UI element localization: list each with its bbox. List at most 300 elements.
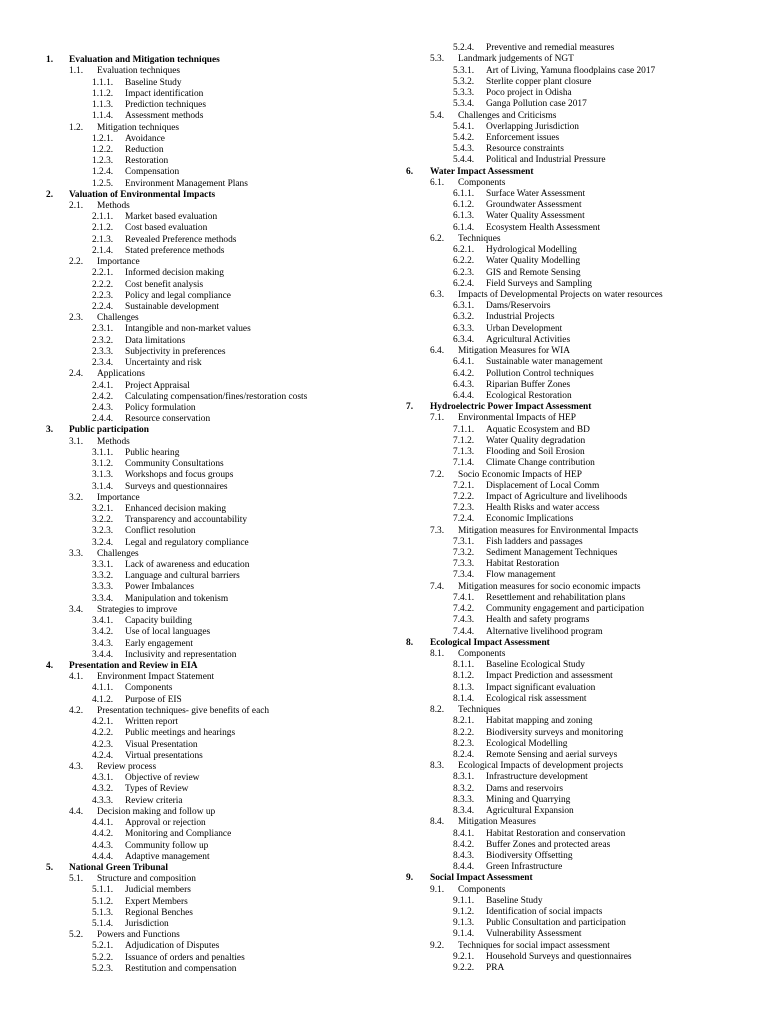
outline-number: 3.1. — [69, 436, 84, 447]
outline-number: 7.1.4. — [453, 458, 475, 469]
outline-text: Components — [125, 683, 173, 694]
outline-number: 7.4.2. — [453, 604, 475, 615]
outline-number: 6.2.4. — [453, 278, 475, 289]
outline-text: Informed decision making — [125, 268, 224, 279]
outline-text: Aquatic Ecosystem and BD — [486, 424, 590, 435]
outline-number: 1. — [46, 55, 54, 66]
outline-number: 2.4.1. — [92, 380, 114, 391]
outline-text: Sustainable water management — [486, 357, 603, 368]
outline-number: 3.2.3. — [92, 526, 114, 537]
outline-text: Identification of social impacts — [486, 907, 603, 918]
outline-number: 9.2.2. — [453, 963, 475, 974]
outline-text: Applications — [97, 369, 145, 380]
outline-number: 6.2.1. — [453, 245, 475, 256]
outline-number: 8.2.3. — [453, 738, 475, 749]
outline-text: Flow management — [486, 570, 556, 581]
outline-text: Presentation techniques- give benefits of each — [97, 705, 270, 716]
outline-number: 4.1.1. — [92, 683, 114, 694]
outline-text: Social Impact Assessment — [430, 873, 533, 884]
outline-number: 6.1.4. — [453, 222, 475, 233]
outline-text: Uncertainty and risk — [125, 358, 202, 369]
outline-number: 3.1.3. — [92, 470, 114, 481]
outline-text: Surveys and questionnaires — [125, 481, 228, 492]
outline-text: Environmental Impacts of HEP — [458, 413, 576, 424]
outline-number: 6.3.2. — [453, 312, 475, 323]
outline-text: Ecological Impact Assessment — [430, 637, 550, 648]
outline-number: 4.4.1. — [92, 818, 114, 829]
outline-number: 5.4.4. — [453, 155, 475, 166]
outline-number: 2.4.4. — [92, 414, 114, 425]
outline-text: Policy formulation — [125, 402, 196, 413]
outline-number: 3.1.1. — [92, 447, 114, 458]
outline-text: Valuation of Environmental Impacts — [69, 189, 216, 200]
outline-text: Resettlement and rehabilitation plans — [486, 592, 626, 603]
outline-number: 8.4.2. — [453, 839, 475, 850]
outline-number: 7.2.2. — [453, 491, 475, 502]
outline-text: Sustainable development — [125, 302, 219, 312]
outline-text: Resource constraints — [486, 144, 564, 155]
outline-number: 6.1.1. — [453, 189, 475, 200]
outline-text: Monitoring and Compliance — [125, 829, 232, 840]
outline-text: Riparian Buffer Zones — [486, 379, 571, 390]
outline-number: 2.1.3. — [92, 234, 114, 245]
outline-text: Public hearing — [125, 447, 180, 458]
outline-text: Challenges — [97, 313, 139, 324]
outline-number: 4.4.2. — [92, 829, 114, 840]
outline-number: 6.3.1. — [453, 301, 475, 312]
outline-text: Hydrological Modelling — [486, 245, 577, 256]
outline-text: Importance — [97, 257, 140, 268]
outline-number: 2.3. — [69, 313, 84, 324]
outline-number: 3.4.2. — [92, 627, 114, 638]
outline-number: 5.4. — [430, 110, 445, 121]
outline-number: 9. — [406, 873, 414, 884]
outline-number: 7.4.1. — [453, 592, 475, 603]
outline-number: 2.1.2. — [92, 223, 114, 234]
outline-text: Environment Management Plans — [125, 178, 248, 189]
outline-number: 2.4.2. — [92, 391, 114, 402]
outline-number: 5.2. — [69, 930, 84, 941]
outline-number: 9.1.3. — [453, 918, 475, 929]
outline-number: 8.3.3. — [453, 794, 475, 805]
outline-number: 7.2. — [430, 469, 445, 480]
outline-number: 9.1.1. — [453, 895, 475, 906]
outline-number: 4.2.3. — [92, 739, 114, 750]
outline-text: Socio Economic Impacts of HEP — [458, 469, 582, 480]
outline-text: Stated preference methods — [125, 245, 225, 256]
outline-number: 8.4.3. — [453, 850, 475, 861]
outline-number: 2.4. — [69, 369, 84, 380]
outline-number: 2.3.3. — [92, 346, 114, 357]
outline-number: 3.2.2. — [92, 515, 114, 526]
outline-number: 2.2.1. — [92, 268, 114, 279]
outline-text: Cost benefit analysis — [125, 279, 204, 290]
outline-text: Mitigation techniques — [97, 122, 180, 133]
outline-number: 1.2.1. — [92, 133, 114, 144]
outline-number: 5.3.3. — [453, 88, 475, 99]
outline-text: Ecological Modelling — [486, 738, 568, 749]
outline-text: Capacity building — [125, 616, 192, 627]
outline-number: 8.3.1. — [453, 772, 475, 783]
outline-number: 5.4.1. — [453, 121, 475, 132]
outline-text: Green Infrastructure — [486, 862, 563, 873]
outline-number: 4.4. — [69, 806, 84, 817]
outline-number: 7.4.4. — [453, 626, 475, 637]
outline-text: Surface Water Assessment — [486, 189, 586, 200]
outline-text: Data limitations — [125, 335, 186, 346]
outline-number: 8.3.4. — [453, 806, 475, 817]
outline-number: 5.1.3. — [92, 907, 114, 918]
outline-text: Conflict resolution — [125, 526, 196, 537]
outline-number: 2.2.4. — [92, 302, 114, 312]
outline-text: Strategies to improve — [97, 604, 178, 615]
outline-number: 4.1.2. — [92, 694, 114, 705]
outline-text: Visual Presentation — [125, 739, 198, 750]
outline-text: Political and Industrial Pressure — [486, 155, 606, 166]
outline-text: Water Quality Modelling — [486, 256, 581, 267]
outline-text: Art of Living, Yamuna floodplains case 2017 — [486, 65, 656, 76]
outline-text: Mitigation measures for Environmental Impacts — [458, 525, 639, 536]
outline-number: 2.2.3. — [92, 290, 114, 301]
outline-text: Adaptive management — [125, 851, 210, 862]
outline-number: 1.1.2. — [92, 88, 114, 99]
outline-text: Water Quality Assessment — [486, 211, 585, 222]
outline-number: 9.1. — [430, 884, 445, 895]
outline-number: 5.1.4. — [92, 919, 114, 930]
outline-number: 1.2.5. — [92, 178, 114, 189]
outline-text: Decision making and follow up — [97, 806, 216, 817]
outline-number: 7.1. — [430, 413, 445, 424]
outline-text: Structure and composition — [97, 874, 196, 885]
outline-text: Project Appraisal — [125, 380, 190, 391]
outline-number: 4.3.2. — [92, 784, 114, 795]
outline-number: 5.4.3. — [453, 144, 475, 155]
outline-text: Purpose of EIS — [125, 694, 182, 705]
outline-text: Impacts of Developmental Projects on water resources — [458, 290, 663, 300]
outline-number: 5.2.1. — [92, 941, 114, 952]
outline-number: 8.4. — [430, 817, 445, 828]
outline-text: Review process — [97, 761, 157, 772]
outline-text: Written report — [125, 717, 178, 728]
outline-text: Community follow up — [125, 840, 209, 851]
outline-text: Expert Members — [125, 896, 188, 907]
outline-number: 2. — [46, 189, 54, 200]
outline-number: 7.3.4. — [453, 570, 475, 581]
outline-text: Displacement of Local Comm — [486, 480, 600, 491]
outline-text: Enhanced decision making — [125, 503, 227, 514]
outline-text: Review criteria — [125, 795, 183, 806]
outline-number: 7.4.3. — [453, 615, 475, 626]
outline-text: Techniques for social impact assessment — [458, 940, 610, 951]
outline-number: 2.3.4. — [92, 358, 114, 369]
outline-number: 6.3.3. — [453, 323, 475, 334]
outline-text: Health and safety programs — [486, 615, 590, 626]
outline-number: 8.1.3. — [453, 682, 475, 693]
outline-text: Ecological Restoration — [486, 390, 572, 401]
outline-number: 1.1. — [69, 66, 84, 77]
outline-text: Habitat mapping and zoning — [486, 716, 593, 727]
outline-number: 2.4.3. — [92, 402, 114, 413]
outline-text: Components — [458, 884, 506, 895]
outline-text: Issuance of orders and penalties — [125, 952, 245, 963]
outline-text: Types of Review — [125, 784, 189, 795]
outline-number: 4.2.2. — [92, 728, 114, 739]
outline-number: 7.2.4. — [453, 514, 475, 525]
outline-number: 8.3.2. — [453, 783, 475, 794]
outline-number: 1.2.4. — [92, 167, 114, 178]
outline-text: Legal and regulatory compliance — [125, 537, 249, 548]
outline-text: Enforcement issues — [486, 132, 560, 143]
outline-number: 4.2.4. — [92, 750, 114, 761]
outline-number: 5.4.2. — [453, 132, 475, 143]
outline-text: Sediment Management Techniques — [486, 548, 618, 559]
outline-number: 3.4. — [69, 604, 84, 615]
outline-number: 6.4. — [430, 346, 445, 357]
outline-text: Powers and Functions — [97, 930, 180, 941]
outline-text: Judicial members — [125, 885, 191, 896]
outline-number: 6.3.4. — [453, 334, 475, 345]
outline-number: 4.2.1. — [92, 717, 114, 728]
outline-number: 3.1.2. — [92, 459, 114, 470]
outline-text: Health Risks and water access — [486, 503, 600, 514]
outline-number: 6.2.3. — [453, 267, 475, 278]
outline-text: Industrial Projects — [486, 312, 555, 323]
outline-number: 2.3.2. — [92, 335, 114, 346]
outline-number: 7.1.1. — [453, 424, 475, 435]
outline-text: Hydroelectric Power Impact Assessment — [430, 402, 592, 413]
outline-text: Use of local languages — [125, 627, 211, 638]
outline-text: Market based evaluation — [125, 212, 218, 223]
outline-number: 2.1.4. — [92, 245, 114, 256]
outline-text: Alternative livelihood program — [486, 626, 603, 637]
outline-number: 4.2. — [69, 705, 84, 716]
outline-text: Fish ladders and passages — [486, 536, 583, 547]
outline-text: Evaluation and Mitigation techniques — [69, 55, 220, 66]
outline-number: 6.3. — [430, 290, 445, 300]
outline-number: 3.4.4. — [92, 649, 114, 660]
outline-number: 6.4.2. — [453, 368, 475, 379]
outline-text: Ecological Impacts of development projects — [458, 761, 624, 772]
outline-text: Lack of awareness and education — [125, 560, 250, 571]
outline-number: 8.4.1. — [453, 828, 475, 839]
outline-text: Avoidance — [125, 133, 165, 144]
outline-text: Reduction — [125, 144, 164, 155]
outline-text: GIS and Remote Sensing — [486, 267, 581, 278]
outline-text: Workshops and focus groups — [125, 470, 234, 481]
outline-number: 2.1.1. — [92, 212, 114, 223]
outline-text: Field Surveys and Sampling — [486, 278, 592, 289]
outline-number: 1.2.2. — [92, 144, 114, 155]
outline-number: 5.1. — [69, 874, 84, 885]
outline-number: 4. — [46, 661, 54, 671]
outline-text: Approval or rejection — [125, 818, 206, 829]
outline-text: Baseline Study — [125, 77, 182, 88]
outline-number: 5.3.1. — [453, 65, 475, 76]
outline-text: Biodiversity surveys and monitoring — [486, 727, 624, 738]
outline-number: 7.2.3. — [453, 503, 475, 514]
outline-text: Prediction techniques — [125, 100, 206, 111]
outline-text: Impact significant evaluation — [486, 682, 596, 693]
outline-text: Poco project in Odisha — [486, 88, 572, 99]
outline-text: Climate Change contribution — [486, 458, 595, 469]
outline-text: Components — [458, 649, 506, 659]
outline-number: 8. — [406, 637, 414, 648]
outline-text: Transparency and accountability — [125, 515, 248, 526]
outline-number: 6. — [406, 166, 414, 177]
outline-text: Environment Impact Statement — [97, 672, 215, 683]
outline-number: 5.3. — [430, 54, 445, 65]
outline-text: Virtual presentations — [125, 750, 203, 761]
outline-text: Ecological risk assessment — [486, 693, 587, 704]
outline-number: 6.4.3. — [453, 379, 475, 390]
outline-text: Impact of Agriculture and livelihoods — [486, 491, 628, 502]
outline-number: 7.2.1. — [453, 480, 475, 491]
outline-number: 4.4.4. — [92, 851, 114, 862]
outline-text: Importance — [97, 492, 140, 503]
outline-number: 2.1. — [69, 201, 84, 212]
outline-text: Overlapping Jurisdiction — [486, 121, 579, 132]
outline-number: 3.4.1. — [92, 616, 114, 627]
outline-number: 3.3.4. — [92, 593, 114, 604]
outline-text: Restoration — [125, 156, 169, 167]
outline-number: 3.3.2. — [92, 571, 114, 582]
outline-number: 7.4. — [430, 581, 445, 592]
outline-text: Public meetings and hearings — [125, 728, 236, 739]
outline-text: Challenges and Criticisms — [458, 110, 557, 121]
outline-text: Impact Prediction and assessment — [486, 671, 613, 682]
outline-text: Mitigation measures for socio economic impacts — [458, 581, 641, 592]
outline-number: 8.2. — [430, 705, 445, 716]
outline-number: 6.4.1. — [453, 357, 475, 368]
outline-number: 5.2.4. — [453, 43, 475, 54]
outline-text: Dams and reservoirs — [486, 783, 564, 794]
outline-text: Baseline Study — [486, 895, 543, 906]
outline-text: Habitat Restoration — [486, 559, 560, 570]
outline-number: 3. — [46, 425, 54, 436]
outline-number: 1.2.3. — [92, 156, 114, 167]
outline-text: Adjudication of Disputes — [125, 941, 220, 952]
outline-number: 5.1.1. — [92, 885, 114, 896]
outline-text: Ganga Pollution case 2017 — [486, 99, 587, 110]
outline-text: Compensation — [125, 167, 180, 178]
outline-number: 6.1.3. — [453, 211, 475, 222]
outline-text: Manipulation and tokenism — [125, 593, 229, 604]
outline-text: Jurisdiction — [125, 919, 169, 930]
outline-text: Challenges — [97, 548, 139, 559]
outline-text: Baseline Ecological Study — [486, 660, 585, 671]
outline-text: Water Quality degradation — [486, 435, 586, 446]
outline-text: Resource conservation — [125, 414, 211, 425]
outline-text: Regional Benches — [125, 907, 193, 918]
outline-number: 6.1.2. — [453, 200, 475, 211]
outline-number: 8.1.1. — [453, 660, 475, 671]
outline-number: 3.3.3. — [92, 582, 114, 593]
outline-number: 1.2. — [69, 122, 84, 133]
outline-number: 3.4.3. — [92, 638, 114, 649]
outline-text: Urban Development — [486, 323, 563, 334]
outline-number: 3.2.1. — [92, 503, 114, 514]
outline-text: Infrastructure development — [486, 772, 588, 783]
outline-number: 5.2.3. — [92, 963, 114, 974]
outline-text: Public Consultation and participation — [486, 918, 626, 929]
outline-number: 8.2.2. — [453, 727, 475, 738]
outline-number: 8.4.4. — [453, 862, 475, 873]
outline-text: Mining and Quarrying — [486, 794, 571, 805]
outline-text: Habitat Restoration and conservation — [486, 828, 626, 839]
outline-number: 9.2.1. — [453, 951, 475, 962]
outline-number: 7.3.2. — [453, 548, 475, 559]
outline-number: 9.1.2. — [453, 907, 475, 918]
outline-number: 7. — [406, 402, 414, 413]
outline-text: Mitigation Measures for WIA — [458, 346, 571, 357]
outline-number: 6.2.2. — [453, 256, 475, 267]
outline-text: Techniques — [458, 233, 501, 244]
outline-number: 3.3.1. — [92, 560, 114, 571]
outline-text: Intangible and non-market values — [125, 324, 251, 335]
outline-number: 4.3. — [69, 761, 84, 772]
outline-number: 8.1.4. — [453, 693, 475, 704]
outline-number: 1.1.1. — [92, 77, 114, 88]
outline-number: 4.1. — [69, 672, 84, 683]
outline-text: Flooding and Soil Erosion — [486, 447, 585, 458]
outline-text: Agricultural Expansion — [486, 806, 574, 817]
outline-text: PRA — [486, 963, 505, 974]
outline-text: Agricultural Activities — [486, 334, 571, 345]
outline-text: Assessment methods — [125, 111, 204, 122]
outline-text: Impact identification — [125, 88, 204, 99]
outline-text: Power Imbalances — [125, 582, 194, 593]
outline-number: 1.1.4. — [92, 111, 114, 122]
outline-text: Public participation — [69, 425, 149, 436]
outline-text: Remote Sensing and aerial surveys — [486, 749, 618, 760]
outline-text: Cost based evaluation — [125, 223, 208, 234]
outline-number: 9.1.4. — [453, 929, 475, 940]
outline-text: Techniques — [458, 705, 501, 716]
outline-number: 4.3.1. — [92, 773, 114, 784]
outline-text: Subjectivity in preferences — [125, 346, 226, 357]
outline-text: Buffer Zones and protected areas — [486, 839, 611, 850]
outline-number: 8.2.4. — [453, 749, 475, 760]
outline-text: Policy and legal compliance — [125, 290, 231, 301]
outline-number: 6.4.4. — [453, 390, 475, 401]
outline-text: Groundwater Assessment — [486, 200, 582, 211]
outline-text: Ecosystem Health Assessment — [486, 222, 601, 233]
outline-number: 8.1. — [430, 649, 445, 659]
outline-number: 6.1. — [430, 177, 445, 188]
outline-number: 8.3. — [430, 761, 445, 772]
outline-number: 3.3. — [69, 548, 84, 559]
outline-number: 5. — [46, 862, 54, 873]
outline-text: Evaluation techniques — [97, 66, 181, 77]
outline-text: Biodiversity Offsetting — [486, 850, 573, 861]
outline-text: Dams/Reservoirs — [486, 301, 551, 312]
outline-number: 5.1.2. — [92, 896, 114, 907]
outline-text: Vulnerability Assessment — [486, 929, 582, 940]
outline-text: Language and cultural barriers — [125, 571, 240, 582]
outline-text: Presentation and Review in EIA — [69, 661, 198, 671]
outline-text: Community Consultations — [125, 459, 224, 470]
outline-text: Economic Implications — [486, 514, 574, 525]
outline-number: 1.1.3. — [92, 100, 114, 111]
outline-number: 7.1.2. — [453, 435, 475, 446]
outline-number: 6.2. — [430, 233, 445, 244]
outline-number: 2.2.2. — [92, 279, 114, 290]
outline-text: Mitigation Measures — [458, 817, 536, 828]
outline-text: Objective of review — [125, 773, 200, 784]
outline-text: Preventive and remedial measures — [486, 43, 615, 54]
outline-number: 3.2.4. — [92, 537, 114, 548]
outline-text: Methods — [97, 201, 130, 212]
